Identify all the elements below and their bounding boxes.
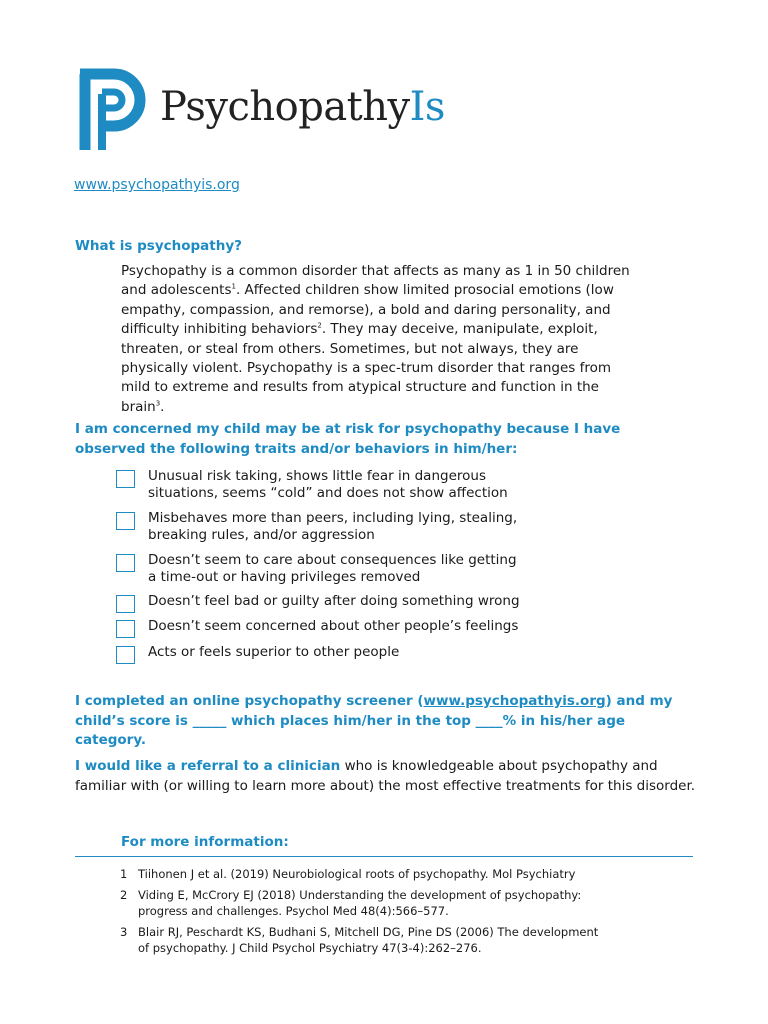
checklist-item-label: Misbehaves more than peers, including lying, stealing, breaking rules, and/or aggression: [148, 510, 518, 543]
checklist-item-label: Unusual risk taking, shows little fear in dangerous situations, seems “cold” and does not show affection: [148, 468, 508, 501]
checklist-item-label: Acts or feels superior to other people: [148, 644, 400, 660]
reference-number: 1: [120, 867, 128, 881]
checklist-item-label: Doesn’t feel bad or guilty after doing something wrong: [148, 593, 520, 609]
more-info-heading: For more information:: [121, 834, 289, 850]
screener-text-after: ) and my child’s score is _____ which places him/her in the top ____% in his/her age category.: [75, 693, 673, 748]
checkbox[interactable]: [116, 595, 135, 613]
footnote-ref-2: 2: [317, 321, 322, 330]
concern-heading: I am concerned my child may be at risk for psychopathy because I have observed the following traits and/or behaviors in him/her:: [75, 421, 621, 457]
brand-name-accent: Is: [409, 84, 445, 130]
referral-lead: I would like a referral to a clinician: [75, 758, 341, 774]
what-is-paragraph: [121, 262, 641, 417]
reference-text: Blair RJ, Peschardt KS, Budhani S, Mitchell DG, Pine DS (2006) The development of psychopathy. J Child Psychol Psychiatry 47(3-4):262–276.: [138, 925, 599, 955]
para-part-2: . Affected children show limited prosocial emotions (low empathy, compassion, and remorse), a bold and daring personality, and difficulty inhibiting behaviors: [121, 282, 614, 338]
screener-statement: [75, 692, 695, 751]
logo-mark-icon: [72, 64, 148, 150]
referral-text: who is knowledgeable about psychopathy and familiar with (or willing to learn more about) the most effective treatments for this disorder.: [75, 758, 696, 794]
para-part-1: Psychopathy is a common disorder that affects as many as 1 in 50 children and adolescents: [121, 263, 630, 299]
checklist-item-label: Doesn’t seem concerned about other people’s feelings: [148, 618, 519, 634]
reference-text: Tiihonen J et al. (2019) Neurobiological roots of psychopathy. Mol Psychiatry: [138, 867, 576, 881]
screener-text-before: I completed an online psychopathy screener (: [75, 693, 424, 709]
para-part-4: .: [160, 398, 165, 415]
website-link[interactable]: www.psychopathyis.org: [74, 177, 240, 193]
checkbox[interactable]: [116, 470, 135, 488]
brand-name-main: Psychopathy: [160, 84, 410, 130]
checkbox[interactable]: [116, 512, 135, 530]
checklist-item-label: Doesn’t seem to care about consequences like getting a time-out or having privileges removed: [148, 552, 517, 585]
brand-name: [160, 82, 445, 132]
divider: [75, 856, 693, 857]
reference-number: 2: [120, 888, 128, 902]
reference-number: 3: [120, 925, 128, 939]
screener-link[interactable]: www.psychopathyis.org: [423, 693, 606, 709]
what-is-heading: What is psychopathy?: [75, 238, 242, 254]
footnote-ref-1: 1: [231, 282, 236, 291]
para-part-3: . They may deceive, manipulate, exploit, threaten, or steal from others. Sometimes, but not always, they are physically violent. Psychopathy is a spec-trum disorder that ranges from mild to extreme and results from atypical structure and function in the brain: [121, 321, 612, 415]
checkbox[interactable]: [116, 620, 135, 638]
referral-statement: [75, 757, 705, 796]
checkbox[interactable]: [116, 554, 135, 572]
brand-logo: [72, 64, 452, 150]
footnote-ref-3: 3: [155, 399, 161, 408]
checkbox[interactable]: [116, 646, 135, 664]
reference-text: Viding E, McCrory EJ (2018) Understanding the development of psychopathy: progress and challenges. Psychol Med 48(4):566–577.: [138, 888, 582, 918]
